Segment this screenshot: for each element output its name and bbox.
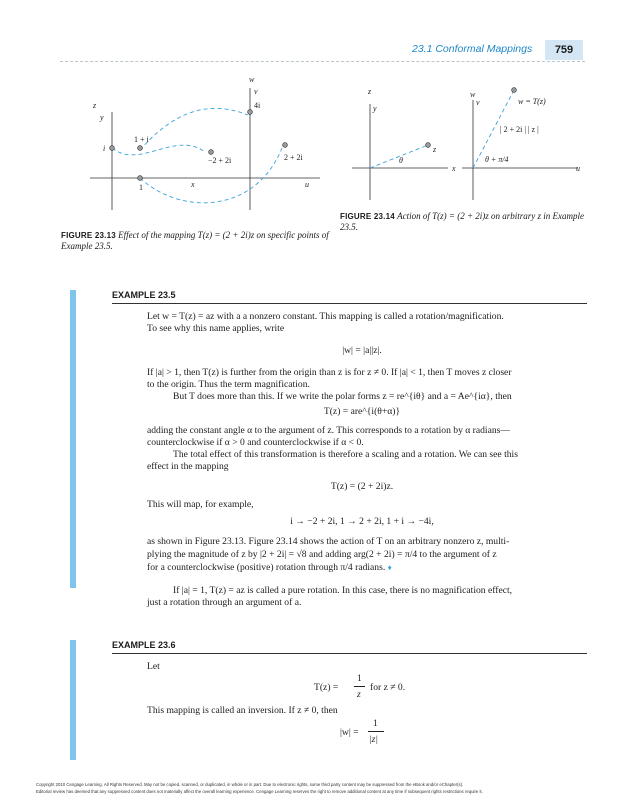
fig14-label-angle: θ + π/4 <box>485 155 509 164</box>
ex6-eq2-num: 1 <box>373 718 378 729</box>
ex5-p4a: adding the constant angle α to the argument of z. This corresponds to a rotation by α radians— <box>147 425 510 436</box>
fig14-label-weq: w = T(z) <box>518 97 546 106</box>
fig13-label-1plusi: 1 + i <box>134 135 149 144</box>
ex5-eq3: T(z) = (2 + 2i)z. <box>330 481 394 492</box>
fig13-label-x: x <box>191 180 195 189</box>
copyright-line-1: Copyright 2010 Cengage Learning. All Rights Reserved. May not be copied, scanned, or duplicated, in whole or in part. Due to electronic rights, some third party content may be suppressed from the eBook and/or eChapter(s). <box>36 782 464 787</box>
ex6-p2: This mapping is called an inversion. If z ≠ 0, then <box>147 705 338 716</box>
fig14-point-w <box>512 88 517 93</box>
ex5-p2a: If |a| > 1, then T(z) is further from the origin than z is for z ≠ 0. If |a| < 1, then T moves z closer <box>147 367 512 378</box>
example-23-6-rule <box>112 653 587 654</box>
fig14-label-u: u <box>576 164 580 173</box>
ex6-eq1-den: z <box>357 689 361 700</box>
fig14-label-v: v <box>476 98 480 107</box>
fig13-caption-label: FIGURE 23.13 <box>61 231 116 240</box>
ex5-p1b: To see why this name applies, write <box>147 323 285 334</box>
fig13-label-z: z <box>93 101 97 110</box>
ex5-p6: This will map, for example, <box>147 499 254 510</box>
example-23-6-bar <box>70 640 76 760</box>
fig14-label-z: z <box>368 87 372 96</box>
fig13-label-4i: 4i <box>254 101 261 110</box>
ex5-eq1: |w| = |a||z|. <box>342 345 382 356</box>
fig14-label-y: y <box>373 104 377 113</box>
fig14-caption-text: Action of T(z) = (2 + 2i)z on arbitrary z in Example 23.5. <box>340 211 585 232</box>
example-23-5-heading: EXAMPLE 23.5 <box>112 290 176 300</box>
ex6-eq1-num: 1 <box>357 673 362 684</box>
ex5-p2b: to the origin. Thus the term magnification. <box>147 379 310 390</box>
ex5-p7c-text: for a counterclockwise (positive) rotation through π/4 radians. <box>147 562 386 573</box>
fig14-point-z <box>426 143 431 148</box>
fig13-label-2p2i: 2 + 2i <box>284 153 303 162</box>
figure-23-14-caption <box>340 211 590 233</box>
fig13-label-m2p2i: −2 + 2i <box>208 156 232 165</box>
page-number: 759 <box>545 40 583 60</box>
ex5-p5a: The total effect of this transformation is therefore a scaling and a rotation. We can see this <box>173 449 518 460</box>
example-23-5-rule <box>112 303 587 304</box>
ex5-p4b: counterclockwise if α > 0 and counterclockwise if α < 0. <box>147 437 364 448</box>
ex5-p1a: Let w = T(z) = az with a a nonzero constant. This mapping is called a rotation/magnification. <box>147 311 504 322</box>
fig14-label-w: w <box>470 90 476 99</box>
ex6-eq2-bar <box>368 731 384 732</box>
example-23-5-bar <box>70 290 76 588</box>
copyright-line-2: Editorial review has deemed that any suppressed content does not materially affect the overall learning experience. Cengage Learning reserves the right to remove additional content at any time if subsequent rights restrictions require it. <box>36 789 483 794</box>
ex6-eq2-lhs: |w| = <box>340 727 359 738</box>
end-of-example-icon: ♦ <box>387 563 392 572</box>
ex5-p7a: as shown in Figure 23.13. Figure 23.14 shows the action of T on an arbitrary nonzero z, multi- <box>147 536 510 547</box>
ex6-p1: Let <box>147 661 160 672</box>
ex5-p8b: just a rotation through an argument of a. <box>147 597 302 608</box>
ex6-eq1-bar <box>354 686 365 687</box>
fig14-label-zpoint: z <box>433 145 437 154</box>
example-23-6-heading: EXAMPLE 23.6 <box>112 640 176 650</box>
ex5-p7c <box>147 562 577 574</box>
section-title: 23.1 Conformal Mappings <box>412 43 533 55</box>
ex5-p5b: effect in the mapping <box>147 461 229 472</box>
fig13-label-v: v <box>254 87 258 96</box>
fig13-label-y: y <box>100 113 104 122</box>
ex6-eq1-lhs: T(z) = <box>314 682 339 693</box>
ex5-p3: But T does more than this. If we write the polar forms z = re^{iθ} and a = Ae^{iα}, then <box>173 391 512 402</box>
fig14-caption-label: FIGURE 23.14 <box>340 212 395 221</box>
fig13-label-1: 1 <box>139 183 143 192</box>
fig14-label-modulus: | 2 + 2i | | z | <box>500 125 539 134</box>
ex5-eq4: i → −2 + 2i, 1 → 2 + 2i, 1 + i → −4i, <box>290 516 434 527</box>
ex5-eq2: T(z) = are^{i(θ+α)} <box>323 406 401 417</box>
fig13-label-u: u <box>305 180 309 189</box>
ex5-p8a: If |a| = 1, T(z) = az is called a pure rotation. In this case, there is no magnification effect, <box>173 585 513 596</box>
ex6-eq2-den: |z| <box>369 734 379 745</box>
ex5-p7b: plying the magnitude of z by |2 + 2i| = √8 and adding arg(2 + 2i) = π/4 to the argument of z <box>147 549 497 560</box>
fig13-label-i: i <box>103 144 106 153</box>
fig13-caption-text: Effect of the mapping T(z) = (2 + 2i)z on specific points of Example 23.5. <box>61 230 329 251</box>
fig14-label-x: x <box>452 164 456 173</box>
fig14-label-theta: θ <box>399 156 403 165</box>
ex6-eq1-rhs: for z ≠ 0. <box>370 682 406 693</box>
fig13-label-w: w <box>249 75 255 84</box>
